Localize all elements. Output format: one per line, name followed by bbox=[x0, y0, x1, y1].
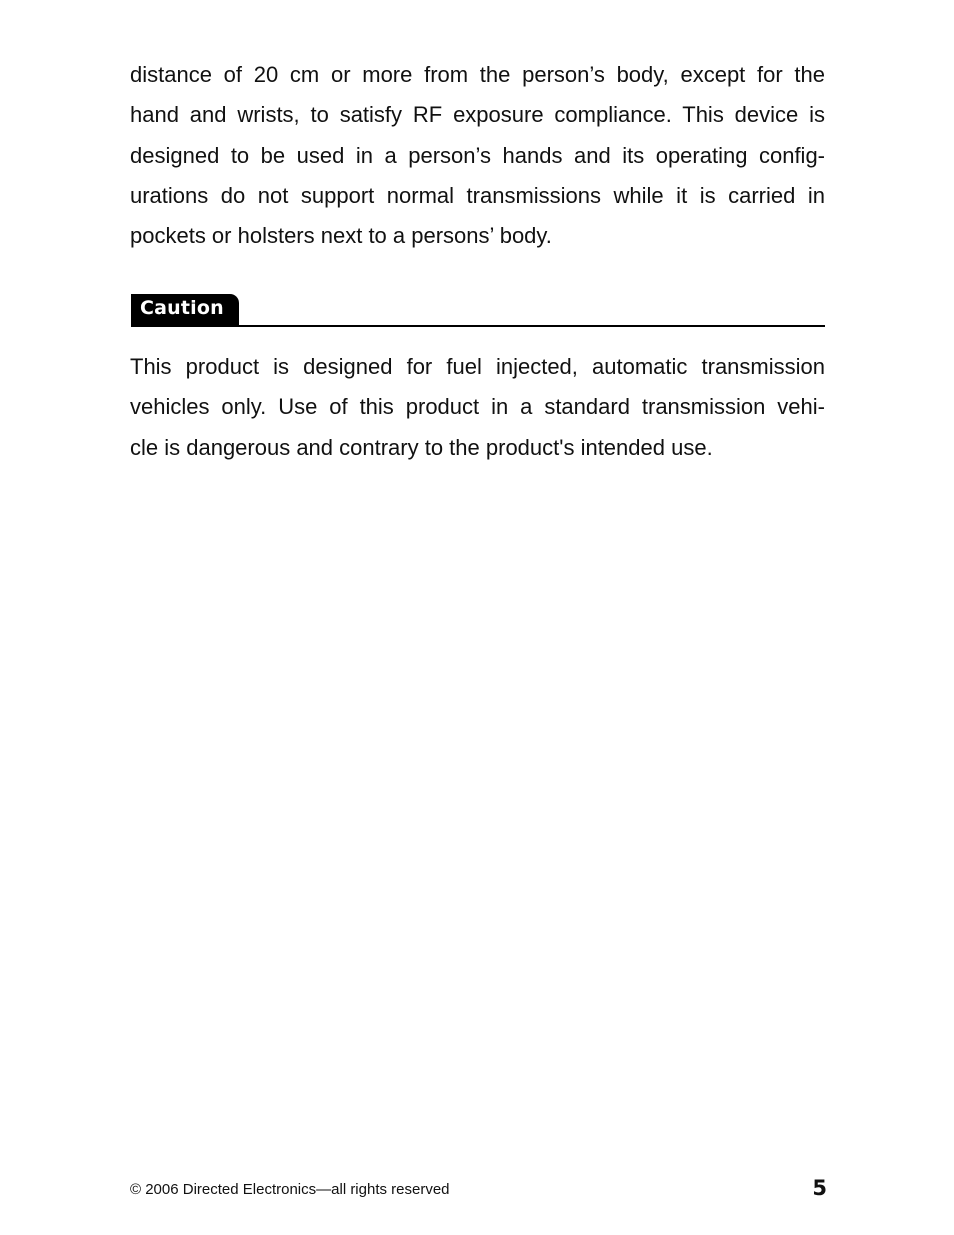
caution-paragraph bbox=[130, 347, 825, 468]
paragraph-line: pockets or holsters next to a persons’ body. bbox=[130, 223, 552, 249]
paragraph-line: This product is designed for fuel injected, automatic transmission bbox=[130, 354, 825, 379]
paragraph-line: vehicles only. Use of this product in a standard transmission vehi- bbox=[130, 394, 825, 420]
caution-section-header bbox=[131, 294, 825, 328]
paragraph-line: urations do not support normal transmissions while it is carried in bbox=[130, 182, 825, 208]
paragraph-line: designed to be used in a person’s hands and its operating config- bbox=[130, 142, 825, 168]
rf-exposure-paragraph bbox=[130, 55, 825, 256]
paragraph-line: distance of 20 cm or more from the person’s body, except for the bbox=[130, 62, 825, 87]
footer-copyright: © 2006 Directed Electronics—all rights reserved bbox=[130, 1181, 450, 1198]
paragraph-line: hand and wrists, to satisfy RF exposure compliance. This device is bbox=[130, 102, 825, 128]
paragraph-line: cle is dangerous and contrary to the product's intended use. bbox=[130, 434, 713, 460]
page-number: 5 bbox=[812, 1176, 827, 1200]
caution-tab bbox=[131, 294, 239, 326]
caution-divider bbox=[131, 325, 825, 327]
caution-heading: Caution bbox=[140, 297, 224, 319]
